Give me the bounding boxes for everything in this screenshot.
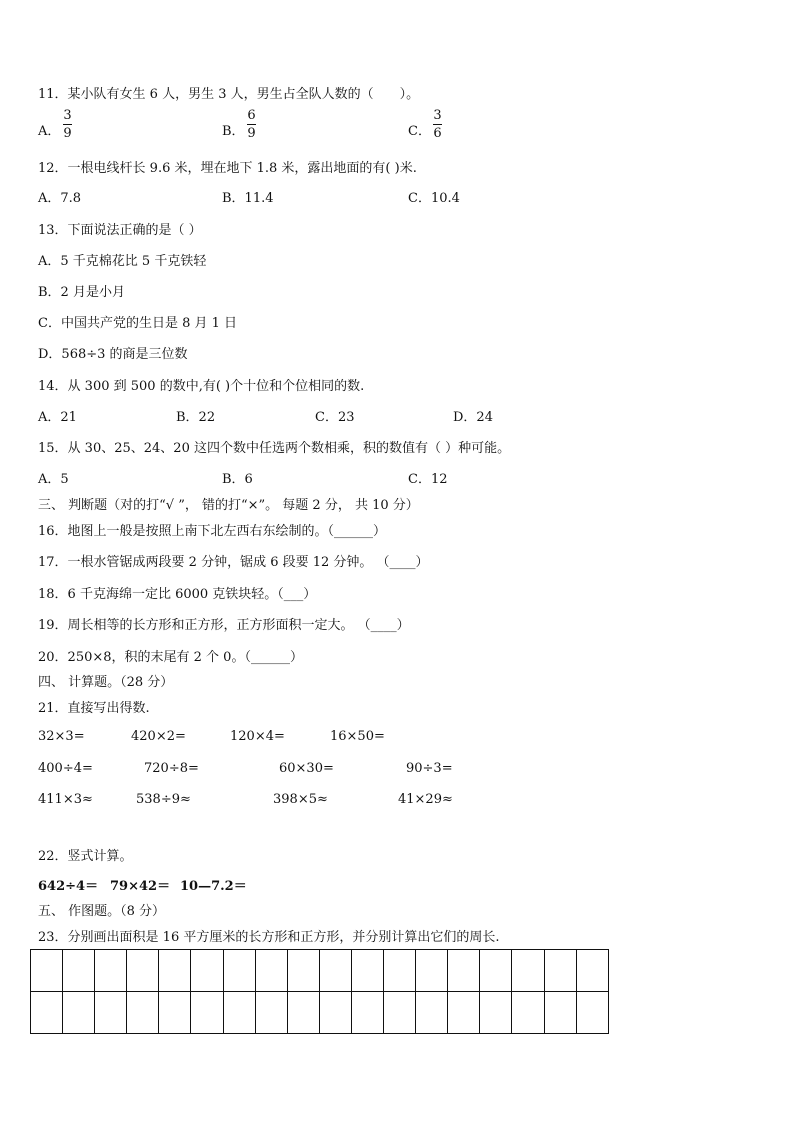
q11-option-c-label: C．	[408, 124, 431, 139]
q21-r1-item1: 32×3=	[38, 729, 85, 744]
q12-option-b: B．11.4	[222, 191, 274, 206]
q14-option-d: D．24	[453, 410, 493, 425]
question-22: 22．竖式计算。	[38, 849, 133, 864]
q21-r2-item3: 60×30=	[279, 761, 334, 776]
q11-c-denominator: 6	[433, 126, 442, 141]
q11-c-numerator: 3	[433, 108, 442, 123]
question-23: 23．分别画出面积是 16 平方厘米的长方形和正方形，并分别计算出它们的周长.	[38, 930, 500, 945]
q22-item1: 642÷4＝	[38, 879, 99, 894]
q15-option-c: C．12	[408, 472, 448, 487]
q11-b-numerator: 6	[247, 108, 256, 123]
q11-b-denominator: 9	[247, 126, 256, 141]
q14-option-a: A．21	[38, 410, 77, 425]
section-3-heading: 三、 判断题（对的打“√ ”， 错的打“×”。 每题 2 分， 共 10 分）	[38, 498, 419, 513]
grid-row	[31, 950, 609, 992]
question-13: 13．下面说法正确的是（ ）	[38, 223, 202, 238]
q15-option-a: A．5	[38, 472, 69, 487]
q21-r1-item3: 120×4=	[230, 729, 285, 744]
q14-option-c: C．23	[315, 410, 355, 425]
q21-r3-item1: 411×3≈	[38, 792, 93, 807]
q21-r1-item2: 420×2=	[131, 729, 186, 744]
q11-a-numerator: 3	[63, 108, 72, 123]
q21-r3-item3: 398×5≈	[273, 792, 328, 807]
q15-option-b: B．6	[222, 472, 253, 487]
question-17: 17．一根水管锯成两段要 2 分钟，锯成 6 段要 12 分钟。 （____）	[38, 555, 429, 570]
q11-option-b-label: B．	[222, 124, 245, 139]
section-5-heading: 五、 作图题。（8 分）	[38, 904, 166, 919]
q21-r3-item4: 41×29≈	[398, 792, 453, 807]
question-21: 21．直接写出得数.	[38, 701, 150, 716]
q21-r3-item2: 538÷9≈	[136, 792, 191, 807]
question-12: 12．一根电线杆长 9.6 米，埋在地下 1.8 米，露出地面的有( )米.	[38, 161, 417, 176]
question-15: 15．从 30、25、24、20 这四个数中任选两个数相乘，积的数值有（ ）种可能。	[38, 441, 511, 456]
q13-option-b: B．2 月是小月	[38, 285, 125, 300]
grid-row	[31, 992, 609, 1034]
q13-option-c: C．中国共产党的生日是 8 月 1 日	[38, 316, 238, 331]
question-19: 19．周长相等的长方形和正方形，正方形面积一定大。 （____）	[38, 618, 410, 633]
question-18: 18．6 千克海绵一定比 6000 克铁块轻。（___）	[38, 587, 317, 602]
q11-option-b-fraction	[247, 108, 256, 141]
section-4-heading: 四、 计算题。（28 分）	[38, 675, 174, 690]
q21-r2-item1: 400÷4=	[38, 761, 93, 776]
q12-option-c: C．10.4	[408, 191, 460, 206]
question-11: 11．某小队有女生 6 人，男生 3 人，男生占全队人数的（ ）。	[38, 87, 420, 102]
question-20: 20．250×8，积的末尾有 2 个 0。（______）	[38, 650, 303, 665]
q13-option-a: A．5 千克棉花比 5 千克铁轻	[38, 254, 207, 269]
q11-option-c-fraction	[433, 108, 442, 141]
q12-option-a: A．7.8	[38, 191, 82, 206]
q11-option-a-fraction	[63, 108, 72, 141]
q21-r1-item4: 16×50=	[330, 729, 385, 744]
q11-a-denominator: 9	[63, 126, 72, 141]
q11-option-a-label: A．	[38, 124, 61, 139]
drawing-grid	[30, 949, 609, 1034]
q22-item3: 10—7.2＝	[180, 879, 247, 894]
q22-item2: 79×42＝	[110, 879, 171, 894]
q14-option-b: B．22	[176, 410, 216, 425]
question-14: 14．从 300 到 500 的数中,有( )个十位和个位相同的数.	[38, 379, 365, 394]
q13-option-d: D．568÷3 的商是三位数	[38, 347, 188, 362]
q21-r2-item2: 720÷8=	[144, 761, 199, 776]
question-16: 16．地图上一般是按照上南下北左西右东绘制的。（______）	[38, 524, 387, 539]
q21-r2-item4: 90÷3=	[406, 761, 453, 776]
